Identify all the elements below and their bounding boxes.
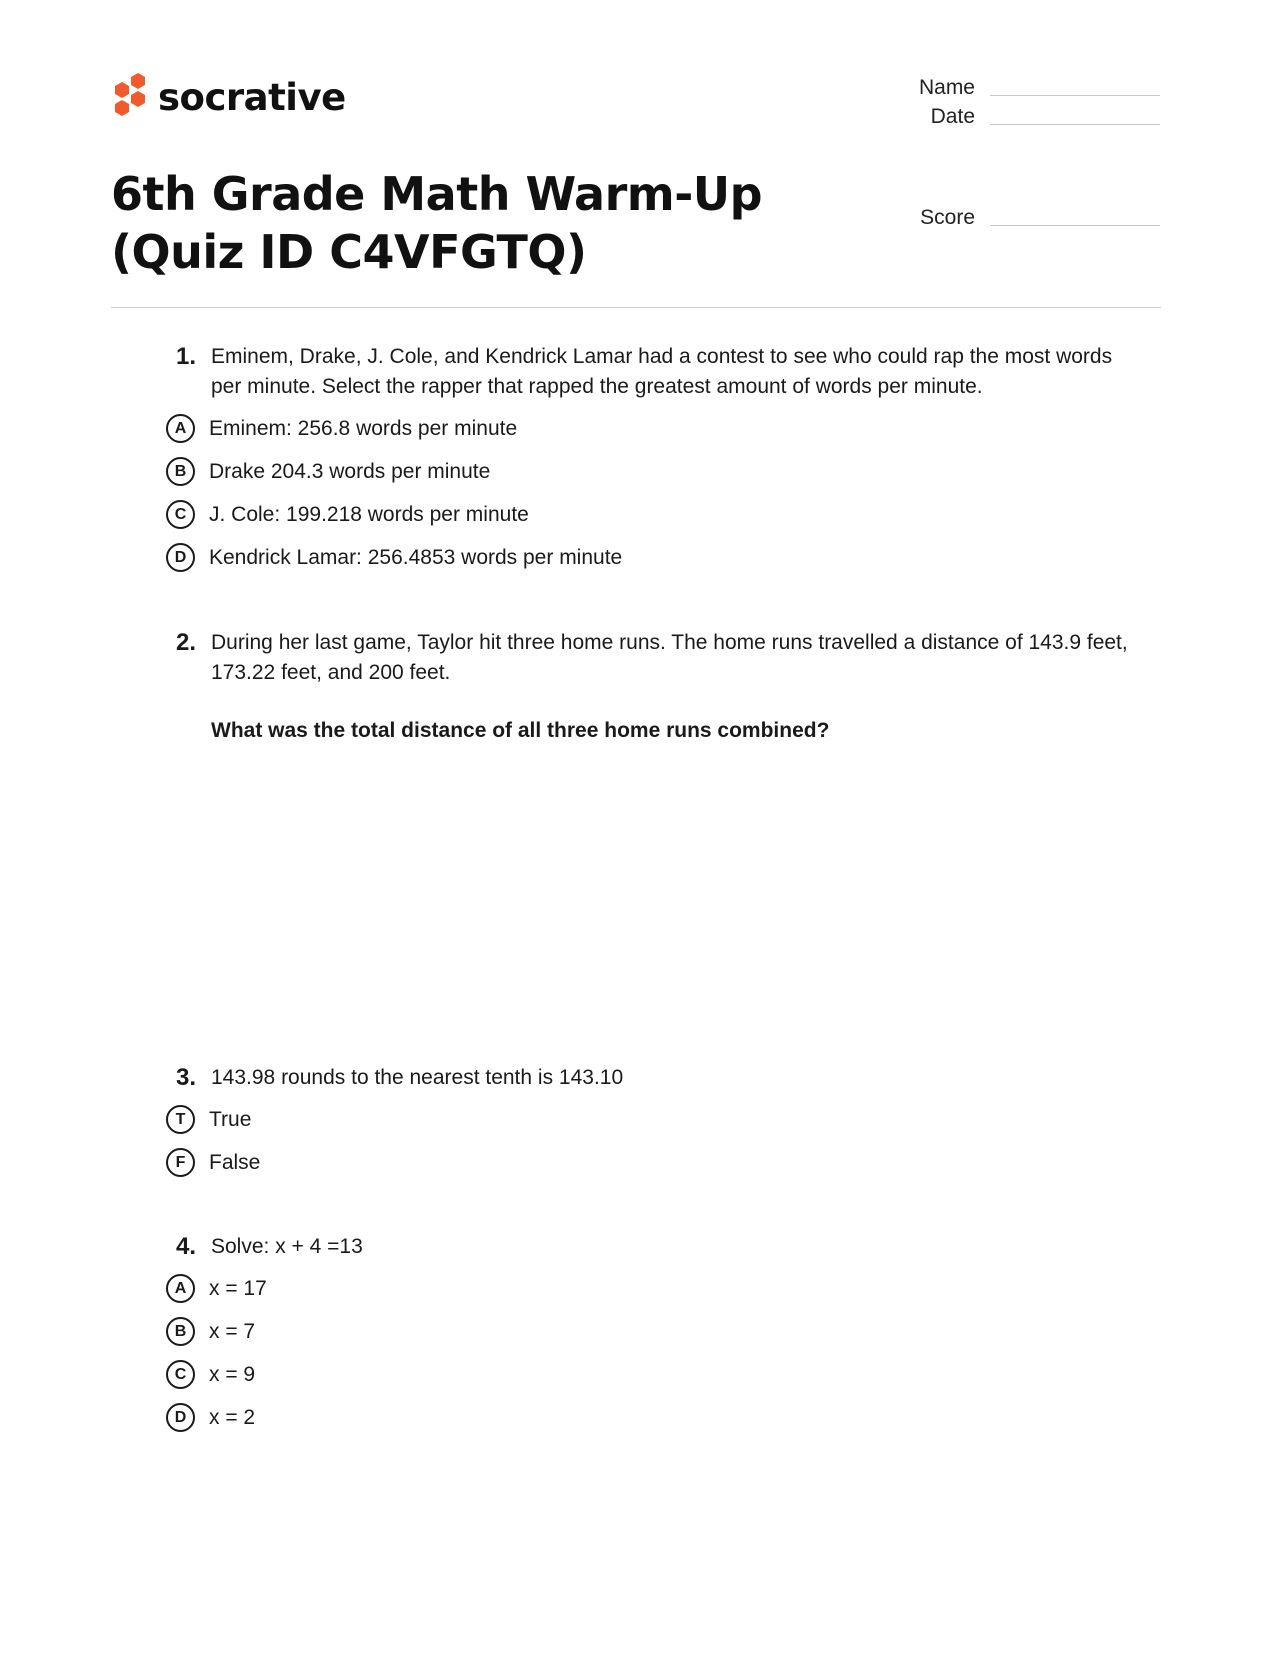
question-text: Solve: x + 4 =13 bbox=[211, 1235, 363, 1258]
option-bubble[interactable]: B bbox=[166, 457, 195, 486]
option-true[interactable] bbox=[160, 1098, 1140, 1141]
option-d[interactable] bbox=[160, 536, 1140, 579]
score-label: Score bbox=[920, 206, 975, 229]
option-text: J. Cole: 199.218 words per minute bbox=[209, 502, 529, 526]
option-text: Eminem: 256.8 words per minute bbox=[209, 416, 518, 440]
option-text: x = 7 bbox=[209, 1319, 256, 1343]
score-line[interactable] bbox=[990, 224, 1160, 226]
score-field[interactable] bbox=[880, 206, 1160, 230]
option-c[interactable] bbox=[160, 493, 1140, 536]
option-text: x = 2 bbox=[209, 1405, 256, 1429]
question-number: 2. bbox=[175, 629, 196, 656]
name-label: Name bbox=[918, 76, 975, 99]
option-text: x = 17 bbox=[209, 1276, 267, 1300]
question-text: 143.98 rounds to the nearest tenth is 143.10 bbox=[211, 1066, 624, 1089]
option-c[interactable] bbox=[160, 1353, 1140, 1396]
option-text: True bbox=[209, 1107, 252, 1131]
option-bubble[interactable]: F bbox=[166, 1148, 195, 1177]
option-bubble[interactable]: C bbox=[166, 1360, 195, 1389]
option-a[interactable] bbox=[160, 1267, 1140, 1310]
socrative-logo bbox=[111, 72, 346, 122]
question-number: 1. bbox=[175, 343, 196, 370]
option-bubble[interactable]: C bbox=[166, 500, 195, 529]
option-b[interactable] bbox=[160, 1310, 1140, 1353]
option-bubble[interactable]: D bbox=[166, 543, 195, 572]
page-title: 6th Grade Math Warm-Up (Quiz ID C4VFGTQ) bbox=[111, 167, 763, 279]
option-b[interactable] bbox=[160, 450, 1140, 493]
option-false[interactable] bbox=[160, 1141, 1140, 1184]
option-bubble[interactable]: A bbox=[166, 414, 195, 443]
option-text: Kendrick Lamar: 256.4853 words per minute bbox=[209, 545, 623, 569]
name-line[interactable] bbox=[990, 94, 1160, 96]
option-bubble[interactable]: T bbox=[166, 1105, 195, 1134]
brand-name: socrative bbox=[158, 75, 346, 119]
date-field[interactable] bbox=[880, 105, 1160, 129]
option-text: x = 9 bbox=[209, 1362, 256, 1386]
option-d[interactable] bbox=[160, 1396, 1140, 1439]
question-number: 4. bbox=[175, 1233, 196, 1260]
option-text: Drake 204.3 words per minute bbox=[209, 459, 491, 483]
name-field[interactable] bbox=[880, 76, 1160, 100]
date-line[interactable] bbox=[990, 123, 1160, 125]
option-bubble[interactable]: B bbox=[166, 1317, 195, 1346]
question-1 bbox=[160, 342, 1140, 579]
option-text: False bbox=[209, 1150, 261, 1174]
question-prompt: What was the total distance of all three home runs combined? bbox=[211, 719, 830, 742]
question-2 bbox=[160, 628, 1140, 1046]
question-3 bbox=[160, 1063, 1140, 1184]
question-text: Eminem, Drake, J. Cole, and Kendrick Lamar had a contest to see who could rap the most words per minute. Select the rapper that rapped the greatest amount of words per minute. bbox=[211, 345, 1113, 398]
answer-space[interactable] bbox=[160, 746, 1140, 1046]
honeycomb-logo-icon bbox=[111, 72, 149, 122]
option-a[interactable] bbox=[160, 407, 1140, 450]
option-bubble[interactable]: D bbox=[166, 1403, 195, 1432]
date-label: Date bbox=[930, 105, 975, 128]
question-text: During her last game, Taylor hit three home runs. The home runs travelled a distance of 143.9 feet, 173.22 feet, and 200 feet. bbox=[211, 631, 1128, 684]
option-bubble[interactable]: A bbox=[166, 1274, 195, 1303]
question-number: 3. bbox=[175, 1064, 196, 1091]
header-divider bbox=[111, 307, 1161, 308]
question-4 bbox=[160, 1232, 1140, 1439]
